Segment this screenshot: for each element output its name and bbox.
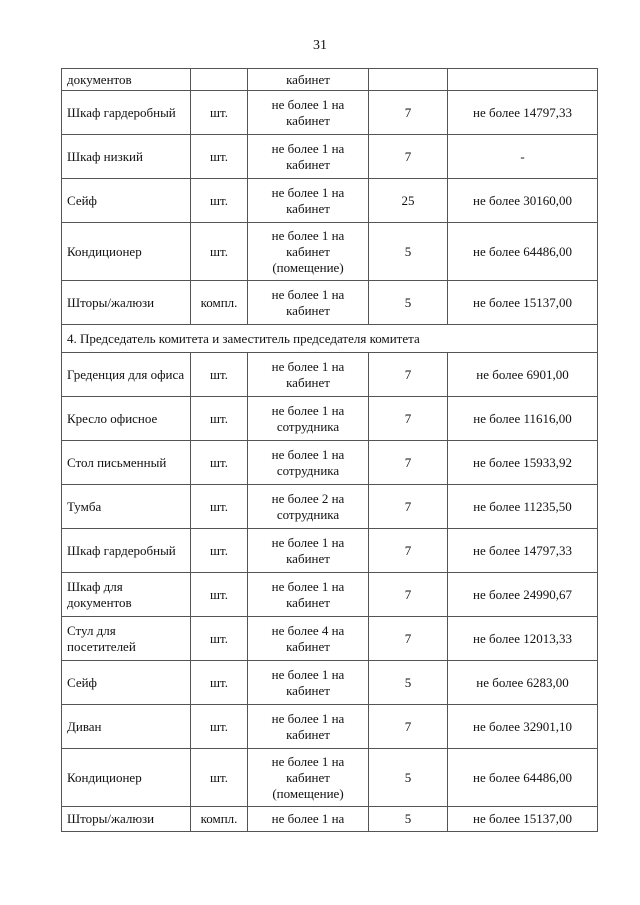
cell-item-name: Кондиционер bbox=[62, 223, 191, 281]
cell-unit: шт. bbox=[191, 749, 248, 807]
cell-unit: шт. bbox=[191, 705, 248, 749]
cell-unit: шт. bbox=[191, 485, 248, 529]
cell-price-limit: - bbox=[448, 135, 598, 179]
cell-unit: шт. bbox=[191, 573, 248, 617]
cell-norm: не более 1 на кабинет bbox=[248, 91, 369, 135]
cell-price-limit: не более 15137,00 bbox=[448, 281, 598, 325]
table-row bbox=[62, 441, 598, 485]
cell-quantity: 7 bbox=[369, 529, 448, 573]
cell-price-limit: не более 12013,33 bbox=[448, 617, 598, 661]
page-number: 31 bbox=[313, 38, 327, 53]
cell-unit: шт. bbox=[191, 441, 248, 485]
cell-norm: не более 1 на bbox=[248, 807, 369, 832]
section-title: 4. Председатель комитета и заместитель председателя комитета bbox=[62, 325, 598, 353]
cell-unit: шт. bbox=[191, 135, 248, 179]
cell-norm: кабинет bbox=[248, 69, 369, 91]
cell-unit bbox=[191, 69, 248, 91]
cell-price-limit: не более 64486,00 bbox=[448, 223, 598, 281]
cell-item-name: Шкаф гардеробный bbox=[62, 91, 191, 135]
cell-quantity: 7 bbox=[369, 485, 448, 529]
cell-norm: не более 2 на сотрудника bbox=[248, 485, 369, 529]
table-row bbox=[62, 179, 598, 223]
cell-price-limit: не более 11235,50 bbox=[448, 485, 598, 529]
table-row bbox=[62, 135, 598, 179]
cell-unit: шт. bbox=[191, 617, 248, 661]
cell-quantity: 25 bbox=[369, 179, 448, 223]
cell-norm: не более 1 на сотрудника bbox=[248, 397, 369, 441]
cell-norm: не более 1 на кабинет bbox=[248, 705, 369, 749]
table-row bbox=[62, 807, 598, 832]
cell-quantity: 5 bbox=[369, 661, 448, 705]
cell-item-name: Тумба bbox=[62, 485, 191, 529]
cell-norm: не более 1 на кабинет bbox=[248, 661, 369, 705]
cell-quantity: 5 bbox=[369, 281, 448, 325]
cell-quantity: 7 bbox=[369, 441, 448, 485]
cell-norm: не более 1 на кабинет bbox=[248, 135, 369, 179]
cell-price-limit: не более 11616,00 bbox=[448, 397, 598, 441]
cell-price-limit: не более 6283,00 bbox=[448, 661, 598, 705]
cell-price-limit: не более 6901,00 bbox=[448, 353, 598, 397]
cell-norm: не более 1 на сотрудника bbox=[248, 441, 369, 485]
cell-item-name: Шторы/жалюзи bbox=[62, 807, 191, 832]
cell-quantity: 5 bbox=[369, 749, 448, 807]
table-row bbox=[62, 91, 598, 135]
cell-quantity: 5 bbox=[369, 223, 448, 281]
table-row bbox=[62, 661, 598, 705]
cell-unit: шт. bbox=[191, 397, 248, 441]
cell-price-limit: не более 15137,00 bbox=[448, 807, 598, 832]
cell-norm: не более 1 на кабинет (помещение) bbox=[248, 749, 369, 807]
cell-norm: не более 1 на кабинет bbox=[248, 179, 369, 223]
cell-norm: не более 1 на кабинет bbox=[248, 353, 369, 397]
table-row bbox=[62, 529, 598, 573]
cell-item-name: Сейф bbox=[62, 661, 191, 705]
cell-item-name: Сейф bbox=[62, 179, 191, 223]
cell-price-limit: не более 14797,33 bbox=[448, 91, 598, 135]
cell-item-name: Кондиционер bbox=[62, 749, 191, 807]
cell-quantity: 7 bbox=[369, 91, 448, 135]
table-row bbox=[62, 749, 598, 807]
cell-price-limit: не более 24990,67 bbox=[448, 573, 598, 617]
cell-item-name: Шторы/жалюзи bbox=[62, 281, 191, 325]
table-row bbox=[62, 617, 598, 661]
cell-item-name: Шкаф для документов bbox=[62, 573, 191, 617]
cell-unit: шт. bbox=[191, 661, 248, 705]
cell-unit: шт. bbox=[191, 529, 248, 573]
table-row bbox=[62, 705, 598, 749]
cell-quantity: 7 bbox=[369, 617, 448, 661]
cell-norm: не более 1 на кабинет bbox=[248, 529, 369, 573]
furniture-norms-table bbox=[61, 68, 598, 832]
table-body bbox=[62, 69, 598, 832]
table-row bbox=[62, 281, 598, 325]
table-row bbox=[62, 397, 598, 441]
table-row bbox=[62, 573, 598, 617]
cell-quantity: 7 bbox=[369, 573, 448, 617]
cell-price-limit: не более 64486,00 bbox=[448, 749, 598, 807]
cell-price-limit bbox=[448, 69, 598, 91]
table-row bbox=[62, 69, 598, 91]
table-row bbox=[62, 353, 598, 397]
cell-quantity: 5 bbox=[369, 807, 448, 832]
cell-norm: не более 1 на кабинет bbox=[248, 281, 369, 325]
cell-item-name: Кресло офисное bbox=[62, 397, 191, 441]
cell-item-name: Стул для посетителей bbox=[62, 617, 191, 661]
section-row bbox=[62, 325, 598, 353]
cell-quantity bbox=[369, 69, 448, 91]
cell-norm: не более 4 на кабинет bbox=[248, 617, 369, 661]
cell-unit: компл. bbox=[191, 281, 248, 325]
cell-unit: шт. bbox=[191, 91, 248, 135]
cell-item-name: Диван bbox=[62, 705, 191, 749]
cell-item-name: документов bbox=[62, 69, 191, 91]
cell-quantity: 7 bbox=[369, 397, 448, 441]
cell-item-name: Шкаф гардеробный bbox=[62, 529, 191, 573]
cell-unit: шт. bbox=[191, 223, 248, 281]
cell-item-name: Греденция для офиса bbox=[62, 353, 191, 397]
cell-quantity: 7 bbox=[369, 135, 448, 179]
cell-item-name: Шкаф низкий bbox=[62, 135, 191, 179]
cell-price-limit: не более 32901,10 bbox=[448, 705, 598, 749]
cell-norm: не более 1 на кабинет (помещение) bbox=[248, 223, 369, 281]
cell-unit: компл. bbox=[191, 807, 248, 832]
cell-unit: шт. bbox=[191, 353, 248, 397]
table-row bbox=[62, 485, 598, 529]
cell-item-name: Стол письменный bbox=[62, 441, 191, 485]
cell-norm: не более 1 на кабинет bbox=[248, 573, 369, 617]
cell-quantity: 7 bbox=[369, 353, 448, 397]
cell-price-limit: не более 14797,33 bbox=[448, 529, 598, 573]
cell-price-limit: не более 30160,00 bbox=[448, 179, 598, 223]
cell-price-limit: не более 15933,92 bbox=[448, 441, 598, 485]
cell-unit: шт. bbox=[191, 179, 248, 223]
cell-quantity: 7 bbox=[369, 705, 448, 749]
table-row bbox=[62, 223, 598, 281]
